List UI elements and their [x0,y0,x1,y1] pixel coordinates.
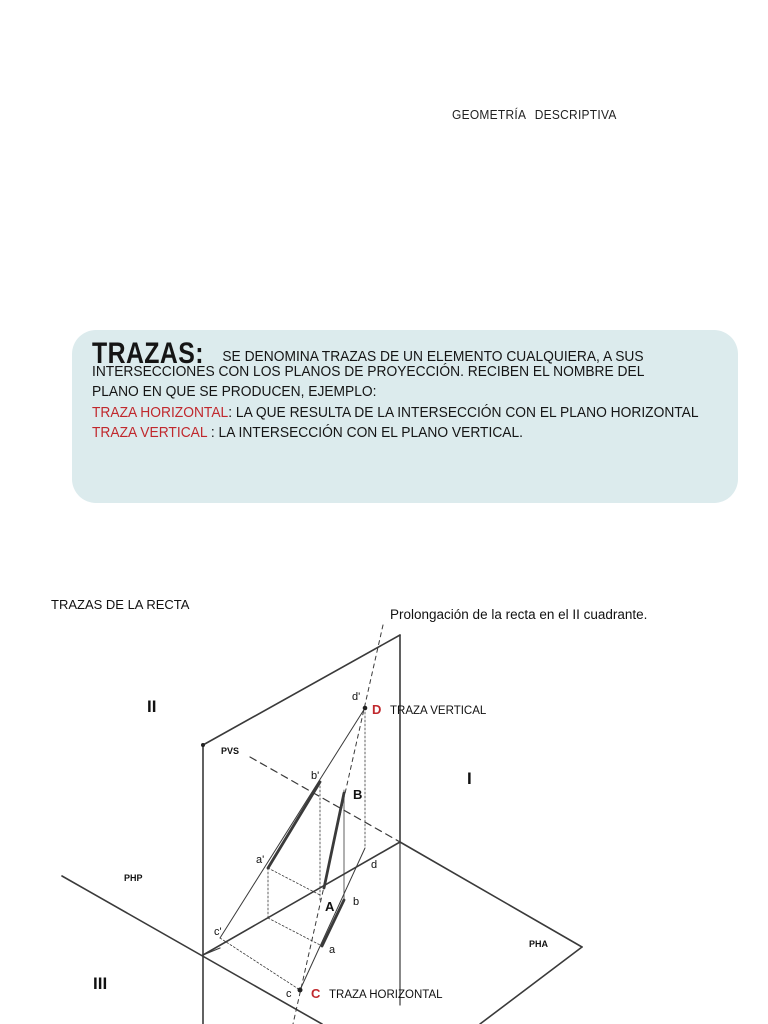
horizontal-trace-term: TRAZA HORIZONTAL [92,403,229,421]
horizontal-trace-label: TRAZA HORIZONTAL [329,989,443,1001]
plane-pha-label: PHA [529,939,549,949]
point-d [363,706,368,711]
horizontal-plane-back-edge [400,842,582,947]
quadrant-I-label: I [467,769,472,788]
label-C: C [311,986,321,1001]
definition-line-3: PLANO EN QUE SE PRODUCEN, EJEMPLO: [92,383,377,400]
horizontal-projection-line [300,848,365,990]
point-c [298,988,303,993]
horizontal-plane-front-edge [480,947,582,1024]
vertical-plane-top-edge [203,635,400,745]
label-a: a [329,944,336,956]
point-corner [201,743,205,747]
label-D: D [372,702,382,717]
definition-line-1: SE DENOMINA TRAZAS DE UN ELEMENTO CUALQUIERA, A SUS [222,348,644,365]
hidden-plane-edge [250,757,400,842]
definition-line-2: INTERSECCIONES CON LOS PLANOS DE PROYECCIÓN. RECIBEN EL NOMBRE DEL [92,362,645,380]
label-c-prime: c' [214,926,222,938]
quadrant-II-label: II [147,697,157,716]
trace-diagram [0,560,768,1024]
label-c: c [286,988,292,1000]
segment-a-prime-b-prime [268,782,320,868]
figure-note: Prolongación de la recta en el II cuadrante. [390,607,648,622]
vertical-trace-text: : LA INTERSECCIÓN CON EL PLANO VERTICAL. [207,424,524,441]
vertical-trace-definition [92,423,681,444]
page-header: GEOMETRÍA DESCRIPTIVA [452,107,617,122]
ground-line-extension [203,948,220,955]
quadrant-III-label: III [93,974,108,993]
plane-pvs-label: PVS [221,746,240,756]
figure-title: TRAZAS DE LA RECTA [51,597,190,612]
projector-a-upper [268,868,320,895]
definition-heading: TRAZAS: [92,337,204,370]
segment-a-b [324,793,344,888]
label-b: b [353,896,360,908]
label-d-prime: d' [352,691,361,703]
definition-text [92,337,732,444]
horizontal-plane-left-edge [62,876,322,1024]
vertical-trace-term: TRAZA VERTICAL [92,424,208,441]
horizontal-trace-text: : LA QUE RESULTA DE LA INTERSECCIÓN CON EL PLANO HORIZONTAL [228,403,699,421]
horizontal-trace-definition [92,403,699,424]
label-a-prime: a' [256,854,265,866]
label-d: d [371,859,378,871]
vertical-trace-label: TRAZA VERTICAL [390,705,487,717]
label-A: A [325,899,335,914]
label-B: B [353,787,363,802]
plane-php-label: PHP [124,873,143,883]
label-b-prime: b' [311,770,320,782]
projector-c [220,938,300,990]
